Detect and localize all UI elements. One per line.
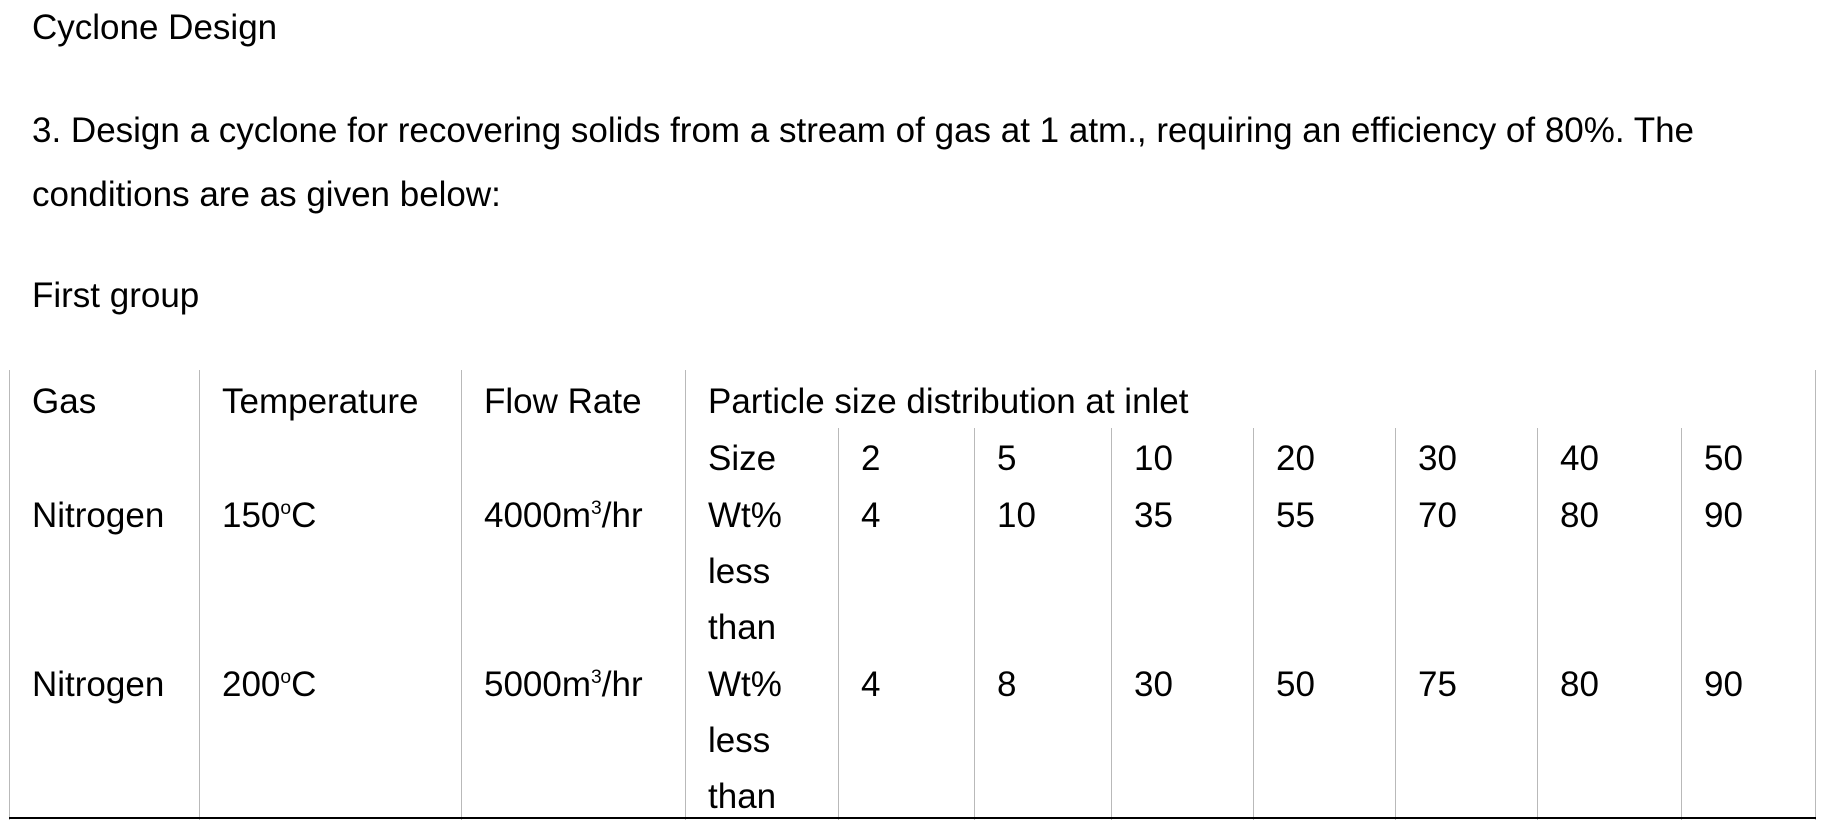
flow-value: 4000m	[484, 496, 592, 535]
wt-value: 30	[1134, 665, 1173, 704]
header-temperature: Temperature	[222, 382, 419, 421]
temperature-unit: C	[291, 665, 317, 704]
table-divider	[1253, 428, 1254, 820]
size-value: 2	[861, 439, 881, 478]
header-gas: Gas	[32, 382, 97, 421]
degree-sign: o	[280, 497, 292, 519]
row-flow-rate	[484, 667, 643, 702]
flow-exponent: 3	[591, 497, 602, 519]
row-label-line: Wt%	[708, 496, 782, 535]
header-flow-rate: Flow Rate	[484, 382, 642, 421]
row-label-line: less	[708, 552, 771, 591]
row-gas: Nitrogen	[32, 496, 165, 535]
wt-value: 50	[1276, 665, 1315, 704]
size-value: 5	[997, 439, 1017, 478]
wt-value: 8	[997, 665, 1017, 704]
row-label-line: less	[708, 721, 771, 760]
wt-value: 10	[997, 496, 1036, 535]
row-label-line: Wt%	[708, 665, 782, 704]
size-value: 30	[1418, 439, 1457, 478]
table-border-right	[1815, 370, 1816, 820]
temperature-value: 200	[222, 665, 281, 704]
table-divider	[1537, 428, 1538, 820]
wt-value: 75	[1418, 665, 1457, 704]
wt-value: 4	[861, 496, 881, 535]
row-label-line: than	[708, 608, 777, 647]
wt-value: 70	[1418, 496, 1457, 535]
table-divider	[1681, 428, 1682, 820]
table-divider	[685, 370, 686, 820]
group-heading: First group	[32, 276, 200, 315]
question-text-line-2: conditions are as given below:	[32, 175, 501, 214]
wt-value: 90	[1704, 665, 1743, 704]
wt-value: 80	[1560, 665, 1599, 704]
wt-value: 35	[1134, 496, 1173, 535]
size-value: 40	[1560, 439, 1599, 478]
table-divider	[974, 428, 975, 820]
row-gas: Nitrogen	[32, 665, 165, 704]
table-divider	[1395, 428, 1396, 820]
header-particle-distribution: Particle size distribution at inlet	[708, 382, 1189, 421]
wt-value: 55	[1276, 496, 1315, 535]
question-text-line-1: 3. Design a cyclone for recovering solids from a stream of gas at 1 atm., requiring an efficiency of 80%. The	[32, 111, 1695, 150]
temperature-unit: C	[291, 496, 317, 535]
flow-unit: /hr	[601, 665, 643, 704]
temperature-value: 150	[222, 496, 281, 535]
table-border-left	[9, 370, 10, 820]
degree-sign: o	[280, 666, 292, 688]
size-value: 50	[1704, 439, 1743, 478]
row-temperature	[222, 667, 316, 702]
table-divider	[1111, 428, 1112, 820]
size-value: 20	[1276, 439, 1315, 478]
flow-value: 5000m	[484, 665, 592, 704]
wt-value: 80	[1560, 496, 1599, 535]
row-flow-rate	[484, 498, 643, 533]
size-label: Size	[708, 439, 777, 478]
wt-value: 90	[1704, 496, 1743, 535]
table-bottom-border	[9, 817, 1816, 819]
row-label-line: than	[708, 777, 777, 816]
row-temperature	[222, 498, 316, 533]
document-title: Cyclone Design	[32, 8, 278, 47]
wt-value: 4	[861, 665, 881, 704]
size-value: 10	[1134, 439, 1173, 478]
table-divider	[461, 370, 462, 820]
table-divider	[838, 428, 839, 820]
table-divider	[199, 370, 200, 820]
flow-exponent: 3	[591, 666, 602, 688]
flow-unit: /hr	[601, 496, 643, 535]
